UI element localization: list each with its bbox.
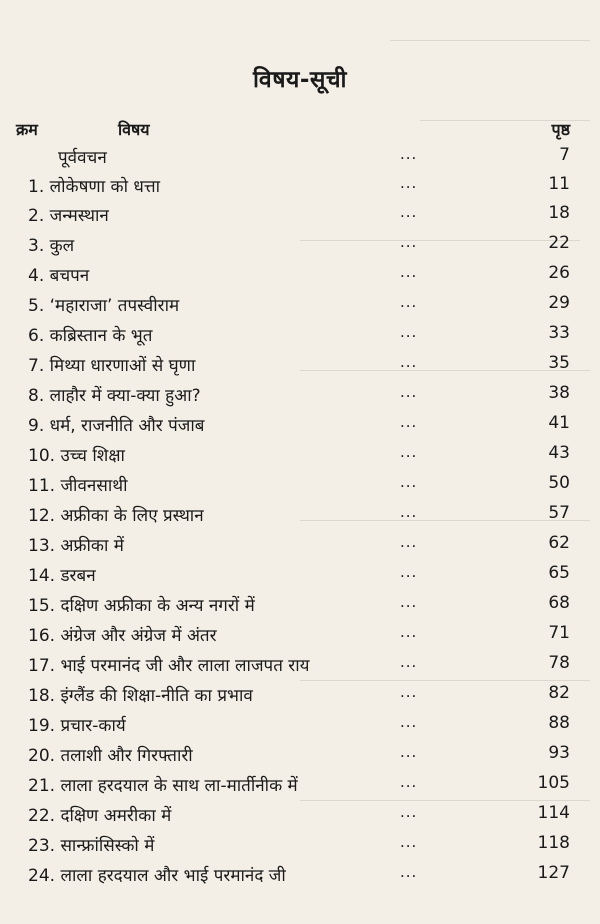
toc-entry-page: 50 <box>548 473 570 493</box>
toc-entry-page: 35 <box>548 353 570 373</box>
toc-entry <box>0 203 600 229</box>
toc-entry-page: 57 <box>548 503 570 523</box>
toc-entry-dots: ... <box>400 473 418 491</box>
toc-entry-page: 71 <box>548 623 570 643</box>
toc-entry-dots: ... <box>400 773 418 791</box>
toc-entry-text: 9. धर्म, राजनीति और पंजाब <box>28 416 205 436</box>
toc-entry-page: 127 <box>537 863 570 883</box>
toc-entry-text: 1. लोकेषणा को धत्ता <box>28 177 160 197</box>
toc-entry-page: 105 <box>537 773 570 793</box>
toc-entry <box>0 353 600 379</box>
toc-entry-page: 18 <box>548 203 570 223</box>
toc-entry-dots: ... <box>400 833 418 851</box>
toc-entry-dots: ... <box>400 563 418 581</box>
header-prishth: पृष्ठ <box>551 120 570 139</box>
toc-entry <box>0 863 600 889</box>
toc-entry <box>0 563 600 589</box>
toc-entry-dots: ... <box>400 174 418 192</box>
toc-entry-text: 7. मिथ्या धारणाओं से घृणा <box>28 356 196 376</box>
toc-entry-text: 22. दक्षिण अमरीका में <box>28 806 172 826</box>
toc-entry-page: 88 <box>548 713 570 733</box>
toc-entry <box>0 473 600 499</box>
toc-entry-text: 24. लाला हरदयाल और भाई परमानंद जी <box>28 866 286 886</box>
toc-entry-dots: ... <box>400 413 418 431</box>
toc-entry-dots: ... <box>400 683 418 701</box>
toc-entry-text: 16. अंग्रेज और अंग्रेज में अंतर <box>28 626 217 646</box>
toc-entry-text: 6. कब्रिस्तान के भूत <box>28 326 153 346</box>
toc-entry <box>0 174 600 200</box>
toc-entry <box>0 623 600 649</box>
toc-entry-page: 33 <box>548 323 570 343</box>
toc-entry-dots: ... <box>400 863 418 881</box>
toc-entry-text: 8. लाहौर में क्या-क्या हुआ? <box>28 386 201 406</box>
toc-entry <box>0 233 600 259</box>
toc-entry-dots: ... <box>400 443 418 461</box>
toc-entry-text: 2. जन्मस्थान <box>28 206 109 226</box>
toc-entry <box>0 743 600 769</box>
toc-entry-page: 65 <box>548 563 570 583</box>
toc-entry-dots: ... <box>400 203 418 221</box>
toc-entry-dots: ... <box>400 263 418 281</box>
toc-entry-text: 3. कुल <box>28 236 75 256</box>
toc-entry-text: 15. दक्षिण अफ्रीका के अन्य नगरों में <box>28 596 255 616</box>
toc-entry-dots: ... <box>400 743 418 761</box>
toc-entry-dots: ... <box>400 533 418 551</box>
toc-entry <box>0 503 600 529</box>
toc-entry-dots: ... <box>400 713 418 731</box>
toc-entry <box>0 593 600 619</box>
toc-entry-page: 68 <box>548 593 570 613</box>
toc-entry <box>0 293 600 319</box>
toc-entry-text: 4. बचपन <box>28 266 90 286</box>
toc-entry-page: 118 <box>537 833 570 853</box>
toc-entry-page: 38 <box>548 383 570 403</box>
toc-entry-dots: ... <box>400 653 418 671</box>
toc-entry-text: 11. जीवनसाथी <box>28 476 128 496</box>
toc-entry-dots: ... <box>400 383 418 401</box>
toc-entry <box>0 773 600 799</box>
toc-entry-text: 19. प्रचार-कार्य <box>28 716 126 736</box>
toc-entry-dots: ... <box>400 593 418 611</box>
toc-entry <box>0 653 600 679</box>
toc-entry-page: 11 <box>548 174 570 194</box>
toc-entry-dots: ... <box>400 353 418 371</box>
header-kram: क्रम <box>16 120 38 139</box>
page-title: विषय-सूची <box>252 67 348 93</box>
toc-entry <box>0 263 600 289</box>
toc-entry-dots: ... <box>400 233 418 251</box>
toc-entry-page: 41 <box>548 413 570 433</box>
toc-entry-text: 10. उच्च शिक्षा <box>28 446 125 466</box>
toc-entry-page: 7 <box>559 145 570 165</box>
toc-entry-page: 82 <box>548 683 570 703</box>
toc-entry <box>0 323 600 349</box>
toc-entry-text: 23. सान्फ्रांसिस्को में <box>28 836 155 856</box>
toc-entry-page: 62 <box>548 533 570 553</box>
header-vishay: विषय <box>118 120 150 139</box>
toc-entry <box>0 833 600 859</box>
toc-entry-page: 26 <box>548 263 570 283</box>
toc-entry-dots: ... <box>400 803 418 821</box>
toc-entry-dots: ... <box>400 503 418 521</box>
toc-entry-dots: ... <box>400 293 418 311</box>
toc-entry-text: 21. लाला हरदयाल के साथ ला-मार्तीनीक में <box>28 776 298 796</box>
toc-entry-dots: ... <box>400 323 418 341</box>
toc-entry-page: 78 <box>548 653 570 673</box>
toc-entry-text: 13. अफ्रीका में <box>28 536 124 556</box>
toc-entry-text: 17. भाई परमानंद जी और लाला लाजपत राय <box>28 656 310 676</box>
toc-entry-text: 5. ‘महाराजा’ तपस्वीराम <box>28 296 180 316</box>
column-headers <box>0 118 600 140</box>
toc-entry <box>0 145 600 171</box>
toc-entry-text: 18. इंग्लैंड की शिक्षा-नीति का प्रभाव <box>28 686 253 706</box>
toc-entry-dots: ... <box>400 623 418 641</box>
toc-entry <box>0 383 600 409</box>
toc-entry <box>0 713 600 739</box>
toc-entry <box>0 803 600 829</box>
toc-entry <box>0 683 600 709</box>
toc-entry-text: 14. डरबन <box>28 566 96 586</box>
toc-entry <box>0 533 600 559</box>
toc-entry-page: 93 <box>548 743 570 763</box>
toc-entry <box>0 443 600 469</box>
toc-entry-text: पूर्ववचन <box>58 148 107 168</box>
toc-entry-text: 12. अफ्रीका के लिए प्रस्थान <box>28 506 204 526</box>
toc-entry-dots: ... <box>400 145 418 163</box>
toc-entry-text: 20. तलाशी और गिरफ्तारी <box>28 746 193 766</box>
toc-entry-page: 22 <box>548 233 570 253</box>
toc-entry-page: 43 <box>548 443 570 463</box>
toc-entry <box>0 413 600 439</box>
toc-entry-page: 114 <box>537 803 570 823</box>
toc-entry-page: 29 <box>548 293 570 313</box>
